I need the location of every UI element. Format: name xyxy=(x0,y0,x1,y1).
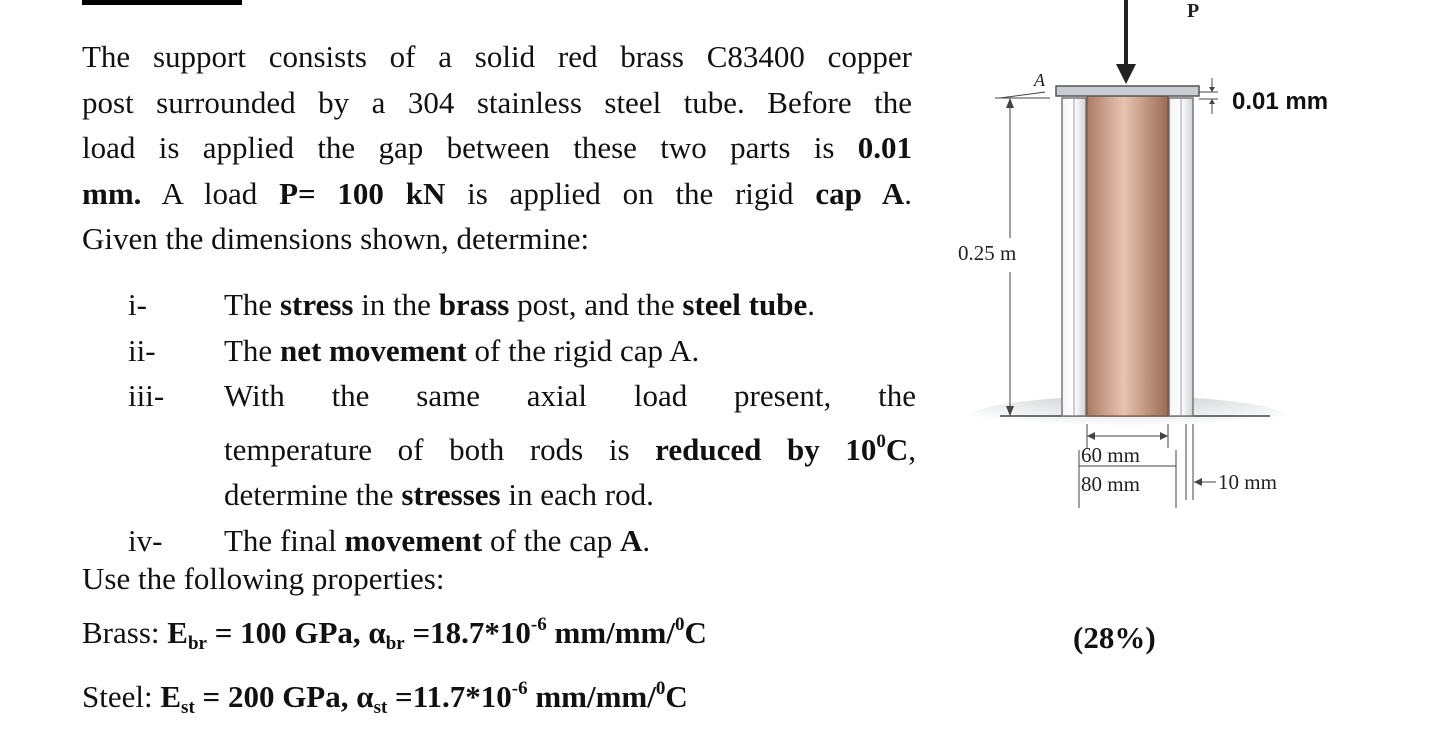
wall-thickness-label: 10 mm xyxy=(1218,470,1277,494)
cap-label: A xyxy=(1034,70,1045,90)
statement-line: post surrounded by a 304 stainless steel tube. Before the xyxy=(82,84,912,120)
question-line: temperature of both rods is reduced by $10^0C$, xyxy=(224,430,916,467)
statement-line: The support consists of a solid red brass C83400 copper xyxy=(82,39,912,74)
question-item xyxy=(128,282,916,328)
marks-percentage: (28%) xyxy=(1073,620,1156,655)
question-number: iv- xyxy=(128,522,163,558)
support-diagram xyxy=(950,0,1390,520)
height-label: 0.25 m xyxy=(958,241,1017,265)
inner-diameter-label: 60 mm xyxy=(1081,443,1140,467)
question-list xyxy=(128,282,916,563)
section-rule xyxy=(82,0,242,5)
statement-line: mm. A load P= 100 kN is applied on the rigid cap A. xyxy=(82,175,913,211)
statement-line: Given the dimensions shown, determine: xyxy=(82,221,590,256)
question-line: The final movement of the cap A. xyxy=(224,522,651,558)
brass-post xyxy=(1087,94,1168,416)
problem-statement xyxy=(82,34,912,262)
brass-properties: Brass: $E_{br} = 100$ GPa, $\alpha_{br} =18.7*10^{-6}$ mm/mm/$^0$C xyxy=(82,613,707,654)
gap-label: 0.01 mm xyxy=(1232,88,1329,115)
load-arrow-head xyxy=(1116,64,1136,84)
outer-diameter-label: 80 mm xyxy=(1081,472,1140,496)
statement-line: load is applied the gap between these two parts is 0.01 xyxy=(82,130,912,165)
properties-block xyxy=(82,556,707,731)
properties-intro: Use the following properties: xyxy=(82,561,445,596)
question-number: iii- xyxy=(128,378,165,413)
question-line: With the same axial load present, the xyxy=(224,378,916,413)
rigid-cap xyxy=(1056,86,1199,96)
question-line: determine the stresses in each rod. xyxy=(224,477,654,512)
question-item xyxy=(128,328,916,374)
question-number: i- xyxy=(128,287,147,322)
question-number: ii- xyxy=(128,332,156,368)
question-item xyxy=(128,373,916,518)
load-label: P xyxy=(1187,0,1200,22)
question-line: The stress in the brass post, and the steel tube. xyxy=(224,287,815,322)
question-line: The net movement of the rigid cap A. xyxy=(224,332,700,368)
steel-properties: Steel: $E_{st} = 200$ GPa, $\alpha_{st} =11.7*10^{-6}$ mm/mm/$^0$C xyxy=(82,678,688,718)
